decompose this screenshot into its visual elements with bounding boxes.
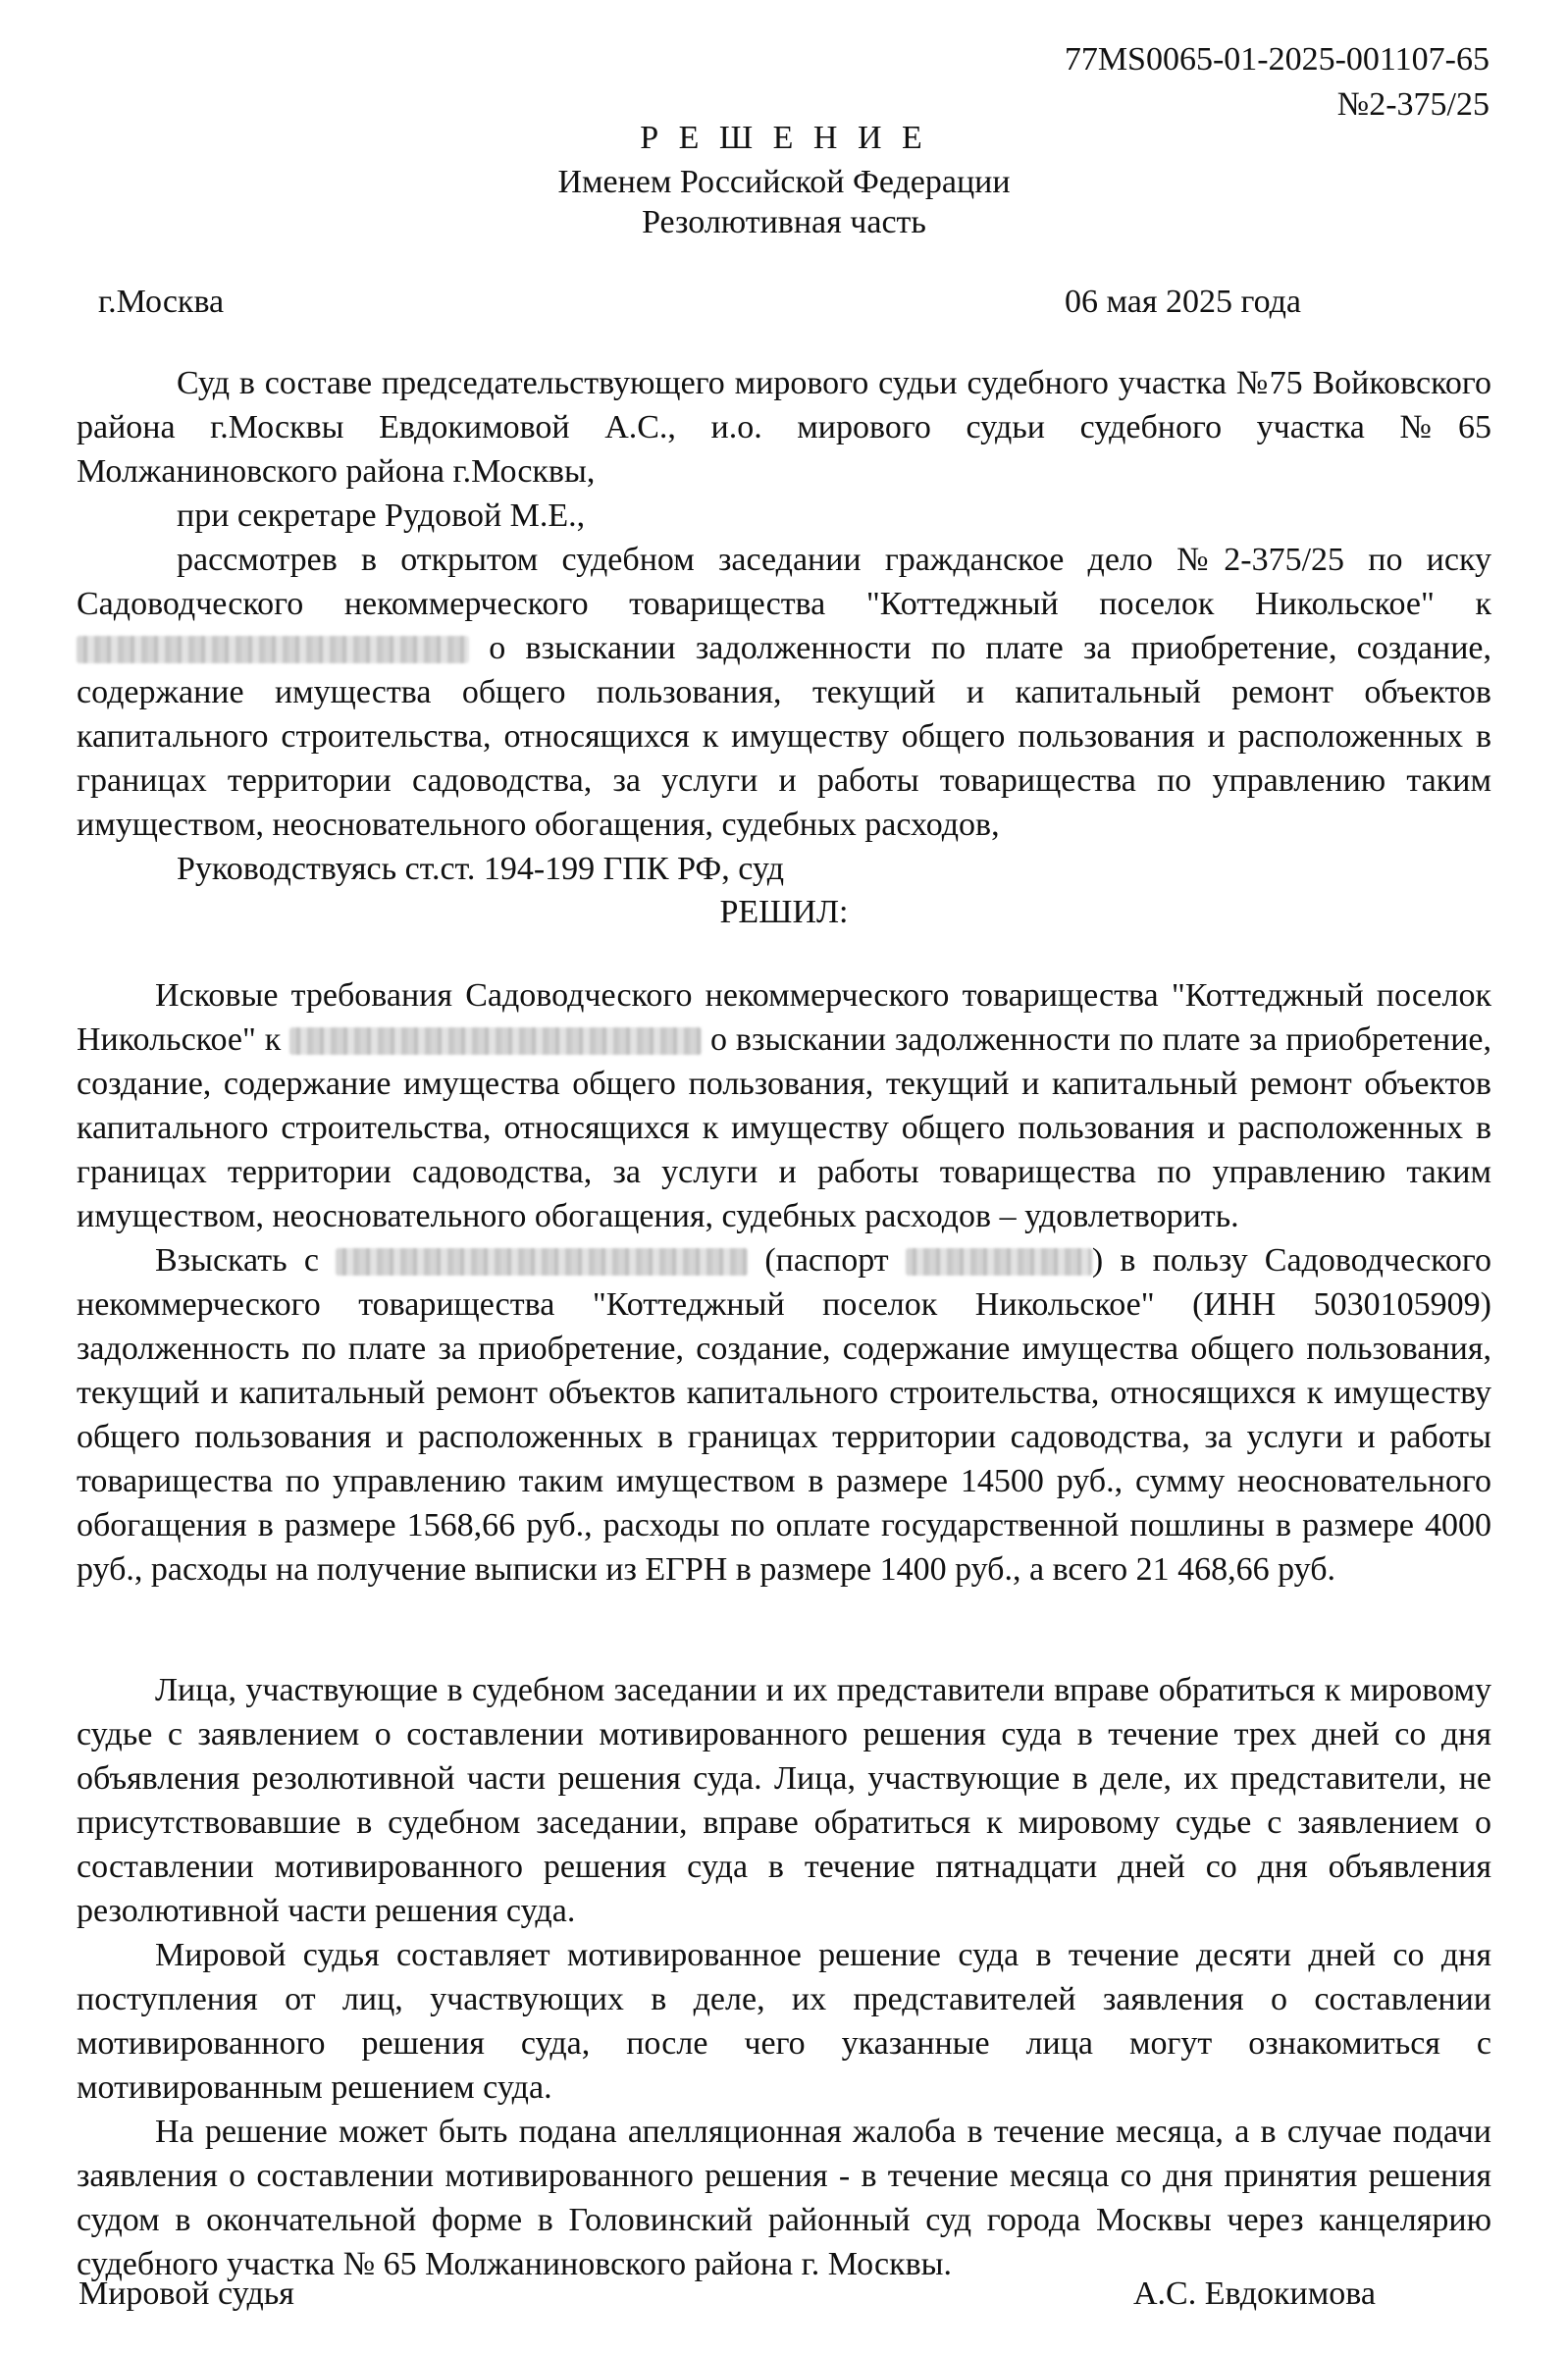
resolution-recovery-text-3: ) в пользу Садоводческого некоммерческого товарищества "Коттеджный поселок Никольское" (ИНН 5030105909) задолженность по плате за приобретение, создание, содержание имущества общего пользования, текущий и капитальный ремонт объектов капитального строительства, относящихся к имуществу общего пользования и расположенных в границах территории садоводства, за услуги и работы товарищества по управлению таким имуществом в размере 14500 руб., сумму неосновательного обогащения в размере 1568,66 руб., расходы по оплате государственной пошлины в размере 4000 руб., расходы на получение выписки из ЕГРН в размере 1400 руб., а всего 21 468,66 руб. bbox=[77, 1242, 1491, 1588]
intro-section bbox=[77, 361, 1491, 891]
intro-court-composition: Суд в составе председательствующего мирового судьи судебного участка №75 Войковского района г.Москвы Евдокимовой А.С., и.о. мирового судьи судебного участка №65 Молжаниновского района г.Москвы, bbox=[77, 365, 1491, 490]
resolution-claim-text-2: о взыскании задолженности по плате за приобретение, создание, содержание имущества общего пользования, текущий и капитальный ремонт объектов капитального строительства, относящихся к имуществу общего пользования и расположенных в границах территории садоводства, за услуги и работы товарищества по управлению таким имуществом, неосновательного обогащения, судебных расходов – удовлетворить. bbox=[77, 1021, 1492, 1234]
signature-name: А.С. Евдокимова bbox=[1133, 2275, 1376, 2312]
intro-case-text-1: рассмотрев в открытом судебном заседании гражданское дело №2-375/25 по иску Садоводческого некоммерческого товарищества "Коттеджный поселок Никольское" к bbox=[77, 542, 1491, 622]
decided-heading: РЕШИЛ: bbox=[719, 894, 849, 930]
resolution-recovery-text-2: (паспорт bbox=[764, 1242, 889, 1279]
notice-appeal: На решение может быть подана апелляционная жалоба в течение месяца, а в случае подачи заявления о составлении мотивированного решения - в течение месяца со дня принятия решения судом в окончательной форме в Головинский районный суд города Москвы через канцелярию судебного участка № 65 Молжаниновского района г. Москвы. bbox=[77, 2114, 1491, 2282]
resolution-recovery bbox=[77, 1238, 1491, 1592]
intro-case-description bbox=[77, 538, 1491, 847]
document-title: Р Е Ш Е Н И Е bbox=[640, 120, 928, 156]
document-subtitle-federation: Именем Российской Федерации bbox=[557, 164, 1011, 200]
intro-case-text-2: о взыскании задолженности по плате за приобретение, создание, содержание имущества общего пользования, текущий и капитальный ремонт объектов капитального строительства, относящихся к имуществу общего пользования и расположенных в границах территории садоводства, за услуги и работы товарищества по управлению таким имуществом, неосновательного обогащения, судебных расходов, bbox=[77, 630, 1492, 843]
document-subtitle-part: Резолютивная часть bbox=[642, 204, 926, 240]
intro-secretary: при секретаре Рудовой М.Е., bbox=[177, 497, 586, 534]
decision-city: г.Москва bbox=[98, 284, 225, 320]
docket-number: №2-375/25 bbox=[1336, 86, 1490, 123]
resolution-section bbox=[77, 973, 1491, 1592]
redacted-defendant-name bbox=[77, 636, 469, 663]
signature-role: Мировой судья bbox=[78, 2275, 294, 2312]
notice-motivated-decision-request: Лица, участвующие в судебном заседании и их представители вправе обратиться к мировому судье с заявлением о составлении мотивированного решения суда в течение трех дней со дня объявления резолютивной части решения суда. Лица, участвующие в деле, их представители, не присутствовавшие в судебном заседании, вправе обратиться к мировому судье с заявлением о составлении мотивированного решения суда в течение пятнадцати дней со дня объявления резолютивной части решения суда. bbox=[77, 1672, 1491, 1929]
redacted-passport-number bbox=[906, 1248, 1092, 1276]
case-number: 77MS0065-01-2025-001107-65 bbox=[1064, 41, 1490, 78]
resolution-claim-text-1: Исковые требования Садоводческого некоммерческого товарищества "Коттеджный поселок Никольское" к bbox=[77, 977, 1491, 1058]
resolution-recovery-text-1: Взыскать с bbox=[155, 1242, 319, 1279]
intro-legal-basis: Руководствуясь ст.ст. 194-199 ГПК РФ, суд bbox=[177, 851, 785, 887]
decision-date: 06 мая 2025 года bbox=[1065, 284, 1302, 320]
notice-section bbox=[77, 1668, 1491, 2286]
redacted-defendant-name bbox=[289, 1027, 702, 1055]
redacted-defendant-name bbox=[336, 1248, 748, 1276]
resolution-claim-satisfied bbox=[77, 973, 1491, 1238]
notice-motivated-decision-term: Мировой судья составляет мотивированное решение суда в течение десяти дней со дня поступления от лиц, участвующих в деле, их представителей заявления о составлении мотивированного решения суда, после чего указанные лица могут ознакомиться с мотивированным решением суда. bbox=[77, 1937, 1491, 2106]
case-identifiers bbox=[1065, 37, 1490, 128]
